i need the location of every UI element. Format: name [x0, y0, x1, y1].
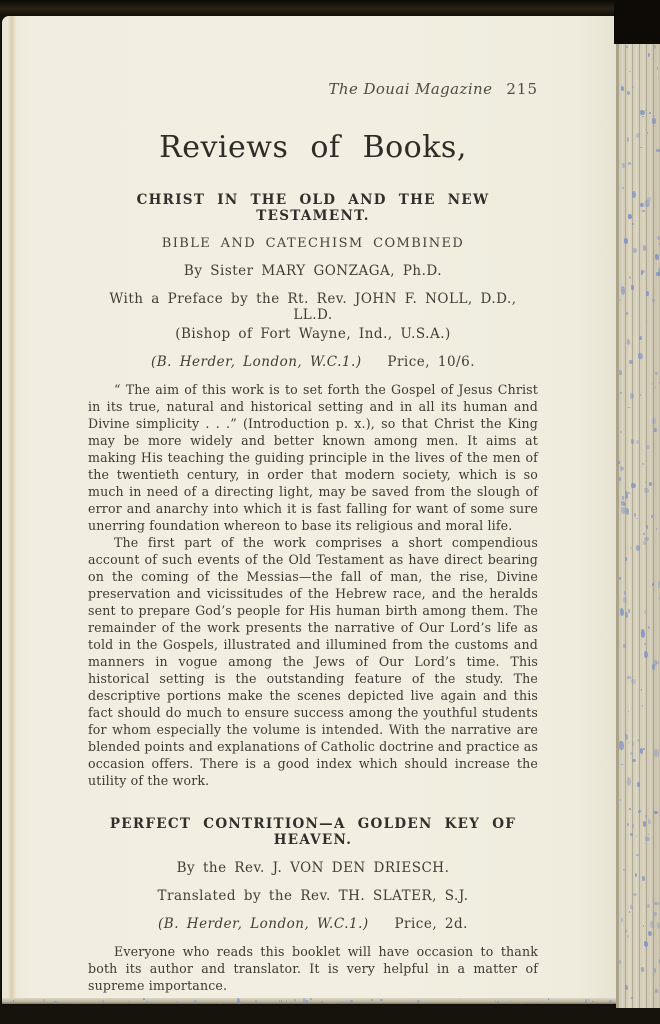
marble-speck [628, 711, 629, 712]
marble-speck [628, 407, 630, 408]
marble-speck [656, 528, 657, 529]
marble-speck [332, 1003, 335, 1004]
marble-speck [625, 612, 628, 618]
marble-speck [321, 1001, 323, 1003]
marble-speck [620, 392, 622, 394]
marble-speck [146, 1001, 149, 1004]
marble-speck [633, 893, 636, 896]
review-1-price: Price, 10/6. [387, 354, 475, 370]
marble-speck [648, 931, 652, 935]
marble-speck [625, 557, 627, 561]
review-2-heading: PERFECT CONTRITION—A GOLDEN KEY OF HEAVEN. [109, 816, 517, 848]
marble-speck [641, 689, 643, 690]
marble-speck [653, 912, 657, 916]
marble-speck [627, 777, 631, 786]
marble-speck [630, 833, 633, 836]
marble-speck [281, 1000, 282, 1002]
marble-speck [645, 109, 646, 111]
marble-speck [71, 1002, 74, 1004]
review-section-2 [88, 816, 538, 994]
marble-speck [649, 482, 651, 485]
marble-speck [655, 372, 658, 375]
marble-speck [648, 53, 650, 57]
marble-speck [652, 299, 654, 302]
marble-speck [637, 782, 640, 787]
marble-speck [635, 873, 638, 877]
marble-speck [631, 285, 634, 290]
marble-speck [4, 1003, 6, 1004]
marble-speck [255, 1000, 257, 1003]
book-cover-top-right-corner [614, 0, 660, 44]
marble-speck [303, 998, 306, 1004]
marble-speck [644, 643, 646, 645]
marble-speck [642, 116, 644, 118]
review-1-imprint-line [88, 354, 538, 370]
marble-speck [645, 482, 646, 483]
book-cover-top [0, 0, 660, 16]
marble-speck [176, 1001, 177, 1004]
page-text-column [88, 80, 538, 994]
marble-speck [76, 1003, 78, 1004]
marble-speck [636, 518, 638, 519]
review-1-byline: By Sister MARY GONZAGA, Ph.D. [183, 263, 443, 279]
marble-speck [632, 191, 636, 198]
marble-speck [654, 749, 658, 758]
marble-speck [380, 999, 383, 1001]
marble-speck [643, 245, 646, 251]
review-1-heading: CHRIST IN THE OLD AND THE NEW TESTAMENT. [136, 192, 490, 224]
marble-speck [636, 133, 640, 138]
marble-speck [630, 905, 633, 909]
marble-speck [625, 932, 626, 934]
marble-speck [632, 86, 634, 89]
marble-speck [628, 162, 630, 165]
marble-speck [626, 312, 628, 315]
marble-speck [377, 1003, 379, 1004]
marble-speck [652, 583, 654, 586]
marble-speck [646, 525, 648, 528]
marble-speck [621, 918, 623, 921]
marble-speck [624, 238, 628, 244]
marble-speck [631, 679, 635, 684]
review-1-preface-line2: (Bishop of Fort Wayne, Ind., U.S.A.) [175, 326, 451, 342]
marble-speck [636, 545, 640, 552]
marble-speck [626, 46, 628, 48]
marble-speck [634, 513, 636, 518]
marble-speck [627, 91, 630, 95]
marble-speck [640, 203, 643, 207]
marble-speck [625, 930, 627, 932]
marble-speck [286, 1000, 287, 1001]
marble-speck [644, 941, 648, 947]
marble-speck [648, 819, 651, 824]
marble-speck [657, 922, 660, 929]
marble-speck [294, 999, 297, 1002]
marble-speck [555, 1002, 558, 1004]
marble-speck [610, 1003, 613, 1004]
book-page [2, 16, 618, 1004]
review-1-imprint: (B. Herder, London, W.C.1.) [150, 354, 362, 370]
marble-speck [585, 999, 588, 1004]
review-2-price: Price, 2d. [394, 916, 468, 932]
marble-speck [622, 496, 625, 500]
marble-speck [618, 461, 620, 463]
marble-speck [641, 270, 643, 275]
magazine-title: The Douai Magazine [328, 80, 493, 98]
marble-speck [619, 741, 623, 750]
marble-speck [643, 541, 647, 545]
marble-speck [638, 353, 642, 358]
marble-speck [219, 1003, 221, 1004]
marble-speck [632, 824, 634, 827]
marble-speck [623, 644, 627, 648]
marble-speck [654, 811, 658, 813]
marble-speck [14, 1003, 16, 1004]
marble-speck [645, 837, 649, 841]
marble-speck [642, 876, 644, 881]
marble-speck [629, 360, 633, 364]
marble-speck [350, 1000, 353, 1003]
marble-speck [459, 998, 460, 999]
marble-speck [592, 1001, 594, 1002]
marble-speck [651, 383, 652, 384]
marble-speck [629, 276, 631, 279]
marble-speck [128, 1001, 130, 1002]
marble-speck [633, 248, 637, 253]
marble-speck [642, 705, 643, 707]
review-1-paragraph-1: “ The aim of this work is to set forth the Gospel of Jesus Christ in its true, natural and historical setting and in all its human and Divine simplicity . . .” (Introduction p. x.), so that Christ the King may be more widely and better known among men. It aims at making His teaching the guiding principle in the lives of the men of the twentieth century, in order that modern society, which is so much in need of a directing light, may be saved from the slough of error and anarchy into which it is fast falling for want of some sure unerring foundation whereon to base its religious and moral life. [88, 382, 538, 533]
marble-speck [620, 799, 621, 801]
marble-speck [648, 626, 650, 629]
marble-speck [237, 998, 240, 1004]
marble-speck [643, 925, 644, 927]
marble-speck [650, 921, 654, 928]
page-gutter-crease [8, 16, 16, 1004]
marble-speck [645, 200, 649, 206]
marble-speck [656, 149, 660, 152]
marble-speck [625, 734, 628, 740]
marble-speck [631, 439, 634, 445]
marble-speck [622, 163, 625, 168]
review-1-preface-line: With a Preface by the Rt. Rev. JOHN F. NOLL, D.D., LL.D. [109, 291, 517, 323]
marble-speck [652, 118, 655, 124]
marble-speck [646, 291, 649, 296]
marble-speck [644, 651, 648, 658]
marble-speck [643, 533, 645, 535]
marble-speck [631, 997, 633, 999]
marble-speck [630, 752, 633, 755]
marble-speck [636, 440, 639, 444]
marble-speck [658, 77, 659, 80]
marble-speck [647, 904, 650, 908]
marble-speck [510, 1000, 511, 1002]
marble-speck [638, 810, 641, 813]
marble-speck [654, 968, 656, 972]
review-2-translator-line: Translated by the Rev. TH. SLATER, S.J. [157, 888, 469, 904]
marble-speck [654, 45, 657, 50]
marble-speck [646, 320, 647, 322]
book-fore-edge [616, 42, 660, 1008]
marble-speck [621, 286, 625, 295]
marble-speck [417, 1000, 420, 1003]
marble-speck [624, 591, 626, 594]
running-head [88, 80, 538, 98]
marble-speck [497, 1001, 499, 1003]
marble-speck [623, 869, 625, 871]
marble-speck [655, 254, 659, 261]
marble-speck [547, 1003, 550, 1004]
marble-speck [623, 597, 627, 604]
marble-speck [657, 942, 658, 943]
marble-speck [628, 742, 630, 743]
marble-speck [654, 902, 658, 906]
marble-speck [654, 660, 657, 665]
marble-speck [96, 1003, 99, 1004]
marble-speck [13, 1000, 15, 1001]
marble-speck [306, 1000, 308, 1003]
marble-speck [643, 748, 645, 749]
marble-speck [446, 1003, 447, 1004]
marble-speck [88, 1003, 91, 1004]
marble-speck [641, 967, 645, 972]
marble-speck [520, 1003, 522, 1004]
marble-speck [639, 336, 642, 339]
marble-speck [636, 835, 637, 837]
marble-speck [627, 137, 629, 142]
marble-speck [640, 394, 642, 396]
marble-speck [632, 223, 635, 225]
marble-speck [194, 1002, 196, 1004]
marble-speck [341, 1002, 344, 1004]
marble-speck [627, 339, 630, 345]
marble-speck [654, 428, 658, 432]
marble-speck [648, 833, 649, 836]
marble-speck [43, 999, 45, 1001]
marble-speck [646, 445, 650, 449]
marble-speck [651, 515, 653, 518]
marble-speck [620, 431, 622, 434]
page-bottom-edge [2, 998, 618, 1004]
marble-speck [637, 739, 640, 742]
marble-speck [628, 492, 631, 494]
review-2-imprint: (B. Herder, London, W.C.1.) [158, 916, 369, 932]
review-2-paragraph-1: Everyone who reads this booklet will have occasion to thank both its author and translator. It is very helpful in a matter of supreme importance. [88, 944, 538, 993]
marble-speck [619, 299, 621, 301]
marble-speck [657, 67, 658, 70]
marble-speck [619, 577, 621, 580]
marble-speck [628, 214, 631, 219]
marble-speck [621, 764, 622, 765]
marble-speck [641, 629, 645, 638]
review-1-paragraph-2: The first part of the work comprises a short compendious account of such events of the Old Testament as have direct bearing on the coming of the Messias—the fall of man, the rise, Divine preservation and vicissitudes of the Hebrew race, and the heralds sent to prepare God’s people for His human birth among them. The remainder of the work presents the narrative of Our Lord’s life as told in the Gospels, illustrated and illumined from the customs and manners in vogue among the Jews of Our Lord’s time. This historical setting is the outstanding feature of the study. The descriptive portions make the scenes depicted live again and this fact should do much to ensure success among the youthful students for whom especially the volume is intended. With the narrative are blended points and explanations of Catholic doctrine and practice as occasion offers. There is a good index which should increase the utility of the work. [88, 535, 538, 788]
marble-speck [642, 463, 645, 465]
marble-speck [640, 110, 644, 115]
marble-speck [630, 393, 634, 399]
review-section-1 [88, 192, 538, 789]
marble-speck [371, 999, 373, 1001]
review-2-byline: By the Rev. J. VON DEN DRIESCH. [176, 860, 450, 876]
marble-speck [588, 999, 590, 1001]
marble-speck [630, 547, 632, 549]
review-1-subheading: BIBLE AND CATECHISM COMBINED [161, 236, 465, 251]
page-title: Reviews of Books, [159, 130, 467, 165]
marble-speck [636, 854, 639, 856]
marble-speck [143, 998, 145, 999]
marble-speck [656, 272, 660, 276]
marble-speck [310, 998, 312, 1000]
marble-speck [632, 742, 634, 746]
marble-speck [652, 418, 656, 424]
review-2-imprint-line [88, 916, 538, 932]
marble-speck [622, 187, 623, 189]
marble-speck [640, 147, 642, 149]
marble-speck [631, 483, 635, 489]
marble-speck [627, 935, 629, 938]
marble-speck [644, 610, 646, 614]
marble-speck [629, 71, 631, 73]
marble-speck [644, 488, 648, 493]
marble-speck [632, 759, 636, 762]
marble-speck [655, 989, 657, 993]
marble-speck [405, 1002, 407, 1004]
marble-speck [454, 1003, 456, 1004]
marble-speck [629, 911, 630, 913]
marble-speck [642, 210, 645, 212]
marble-speck [621, 501, 625, 506]
marble-speck [620, 466, 623, 471]
marble-speck [628, 609, 630, 613]
marble-speck [627, 676, 630, 679]
marble-speck [619, 370, 621, 375]
marble-speck [619, 960, 621, 964]
marble-speck [548, 998, 550, 999]
marble-speck [626, 508, 629, 514]
marble-speck [54, 1001, 57, 1004]
marble-speck [656, 661, 659, 664]
marble-speck [620, 608, 624, 615]
page-number: 215 [506, 80, 538, 98]
marble-speck [627, 823, 630, 826]
marble-speck [643, 821, 646, 827]
marble-speck [655, 386, 656, 388]
marble-speck [649, 112, 651, 114]
marble-speck [645, 815, 647, 818]
marble-speck [621, 86, 624, 91]
marble-speck [619, 477, 621, 481]
marble-speck [647, 132, 649, 134]
marble-speck [625, 985, 628, 990]
marble-speck [102, 1000, 103, 1002]
marble-speck [628, 714, 629, 715]
marble-speck [629, 808, 631, 810]
